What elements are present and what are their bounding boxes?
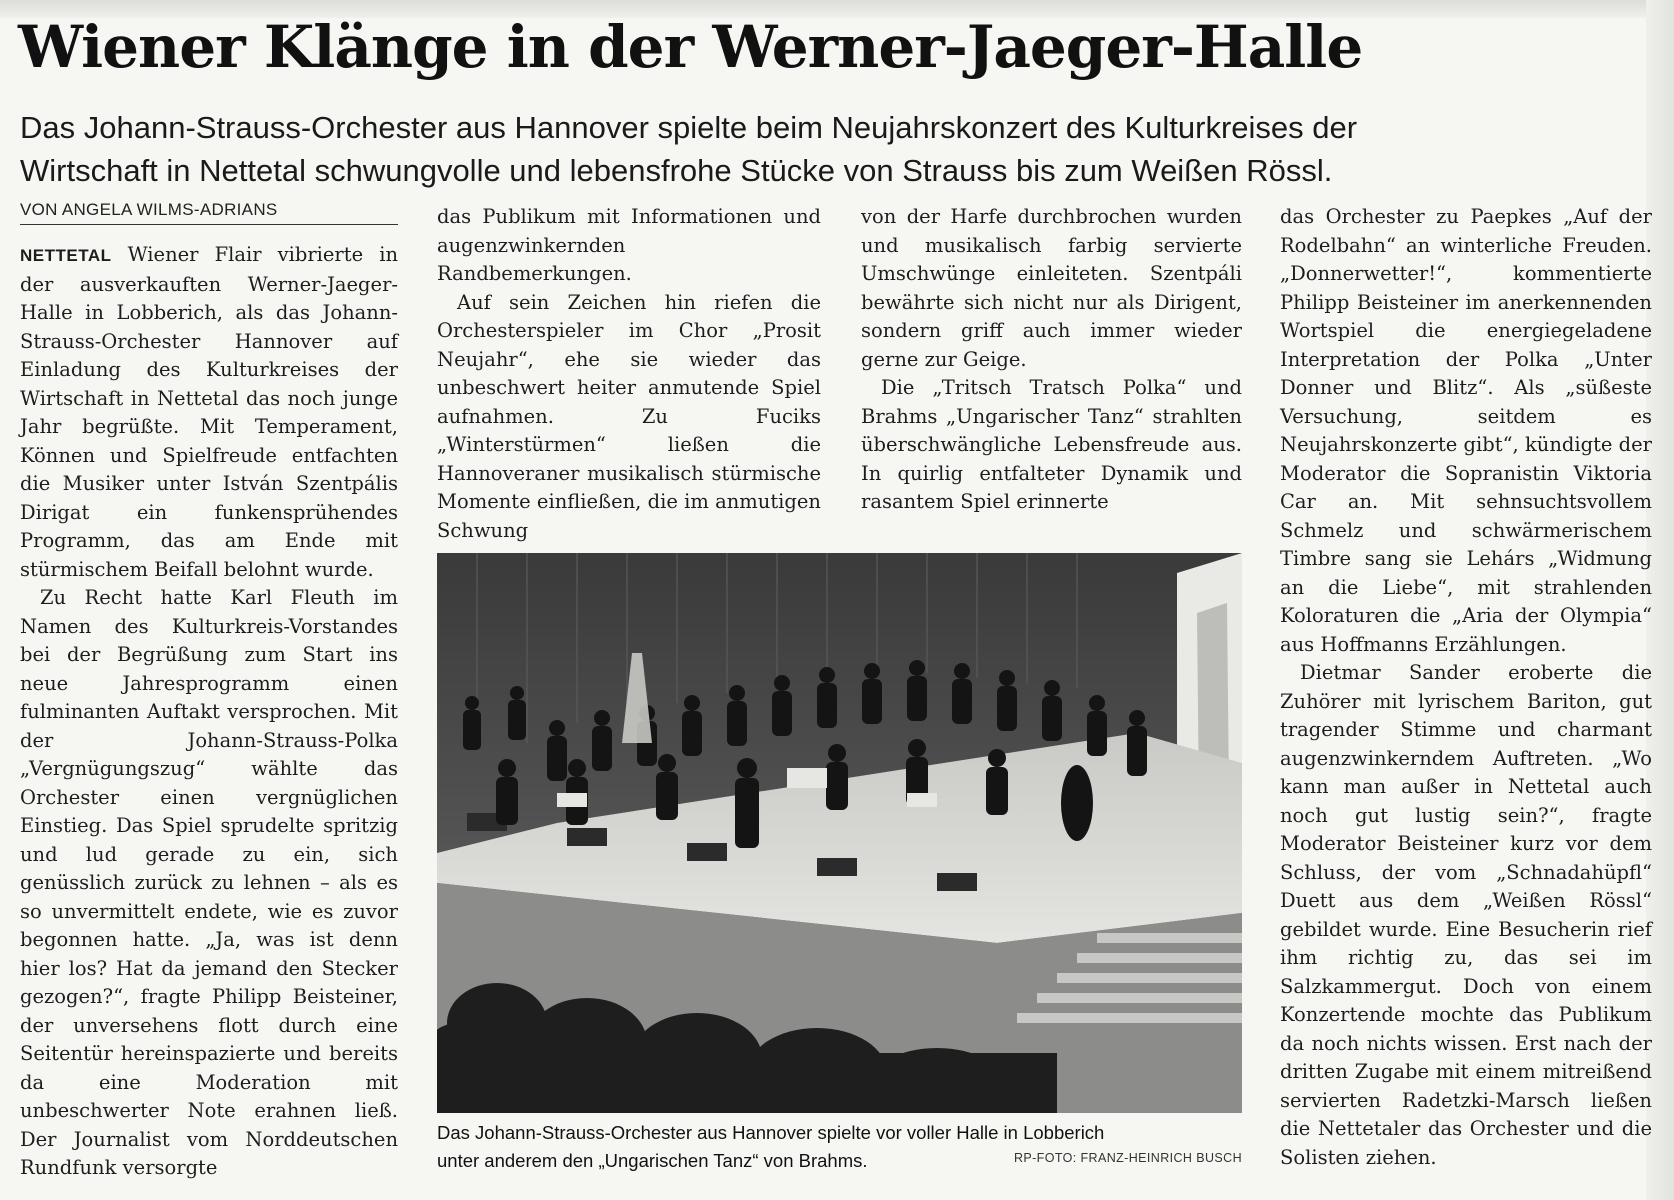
- subheadline-line-2: Wirtschaft in Nettetal schwungvolle und lebensfrohe Stücke von Strauss bis zum Weißen Rössl.: [20, 153, 1333, 188]
- paragraph: Die „Tritsch Tratsch Polka“ und Brahms „Ungarischer Tanz“ strahlten überschwängliche Lebensfreude aus. In quirlig entfalteter Dynamik und rasantem Spiel erinnerte: [861, 376, 1242, 513]
- subheadline: [20, 106, 1620, 192]
- paragraph: Auf sein Zeichen hin riefen die Orchesterspieler im Chor „Prosit Neujahr“, ehe sie wieder das unbeschwert heiter anmutende Spiel aufnahmen. Zu Fuciks „Winterstürmen“ ließen die Hannoveraner musikalisch stürmische Momente einfließen, die im anmutigen Schwung: [437, 290, 821, 542]
- article-column-1: [20, 241, 398, 1183]
- orchestra-photo-illustration: [437, 553, 1242, 1113]
- article-column-4: [1280, 203, 1652, 1172]
- article-column-2: [437, 203, 821, 545]
- paragraph: [20, 241, 398, 584]
- photo-caption: [437, 1119, 1242, 1175]
- orchestra-photo: [437, 553, 1242, 1113]
- subheadline-line-1: Das Johann-Strauss-Orchester aus Hannover spielte beim Neujahrskonzert des Kulturkreises der: [20, 110, 1358, 145]
- byline: VON ANGELA WILMS-ADRIANS: [20, 200, 398, 225]
- paragraph-text: Wiener Flair vibrierte in der ausverkauften Werner-Jaeger-Halle in Lobberich, als das Johann-Strauss-Orchester Hannover auf Einladung des Kulturkreises der Wirtschaft in Nettetal das noch junge Jahr begrüßte. Mit Temperament, Können und Spielfreude entfachten die Musiker unter István Szentpális Dirigat ein funkensprühendes Programm, das am Ende mit stürmischem Beifall belohnt wurde.: [20, 243, 398, 581]
- paragraph: von der Harfe durchbrochen wurden und musikalisch farbig servierte Umschwünge einleiteten. Szentpáli bewährte sich nicht nur als Dirigent, sondern griff auch immer wieder gerne zur Geige.: [861, 205, 1242, 371]
- caption-line-1: Das Johann-Strauss-Orchester aus Hannover spielte vor voller Halle in Lobberich: [437, 1122, 1105, 1143]
- paragraph: Dietmar Sander eroberte die Zuhörer mit lyrischem Bariton, gut tragender Stimme und charmant augenzwinkerndem Auftreten. „Wo kann man außer in Nettetal auch noch gut lustig sein?“, fragte Moderator Beisteiner kurz vor dem Schluss, der vom „Schnadahüpfl“ Duett aus dem „Weißen Rössl“ gebildet wurde. Eine Besucherin rief ihm richtig zu, das sei im Salzkammergut. Doch von einem Konzertende mochte das Publikum da noch nichts wissen. Erst nach der dritten Zugabe mit einem mitreißend servierten Radetzki-Marsch ließen die Nettetaler das Orchester und die Solisten ziehen.: [1280, 661, 1652, 1169]
- paragraph: Zu Recht hatte Karl Fleuth im Namen des Kulturkreis-Vorstandes bei der Begrüßung zum Start ins neue Jahresprogramm einen fulminanten Auftakt versprochen. Mit der Johann-Strauss-Polka „Vergnügungszug“ wählte das Orchester einen vergnüglichen Einstieg. Das Spiel sprudelte spritzig und lud gerade zu ein, sich genüsslich zurück zu lehnen – als es so unvermittelt endete, wie es zuvor begonnen hatte. „Ja, was ist denn hier los? Hat da jemand den Stecker gezogen?“, fragte Philipp Beisteiner, der unversehens flott durch eine Seitentür hereinspazierte und bereits da eine Moderation mit unbeschwerter Note erahnen ließ. Der Journalist vom Norddeutschen Rundfunk versorgte: [20, 586, 398, 1179]
- paragraph: das Publikum mit Informationen und augenzwinkernden Randbemerkungen.: [437, 205, 821, 285]
- photo-credit: RP-FOTO: FRANZ-HEINRICH BUSCH: [1013, 1151, 1242, 1165]
- caption-line-2: unter anderem den „Ungarischen Tanz“ von Brahms.: [437, 1150, 868, 1171]
- article-column-3: [861, 203, 1242, 517]
- paragraph: das Orchester zu Paepkes „Auf der Rodelbahn“ an winterliche Freuden. „Donnerwetter!“, kommentierte Philipp Beisteiner im anerkennenden Wortspiel die energiegeladene Interpretation der Polka „Unter Donner und Blitz“. Als „süßeste Versuchung, seitdem es Neujahrskonzerte gibt“, kündigte der Moderator die Sopranistin Viktoria Car an. Mit sehnsuchtsvollem Schmelz und schwärmerischem Timbre sang sie Lehárs „Widmung an die Liebe“, mit strahlenden Koloraturen die „Aria der Olympia“ aus Hoffmanns Erzählungen.: [1280, 205, 1653, 656]
- headline: Wiener Klänge in der Werner-Jaeger-Halle: [18, 13, 1363, 81]
- dateline: NETTETAL: [20, 246, 112, 265]
